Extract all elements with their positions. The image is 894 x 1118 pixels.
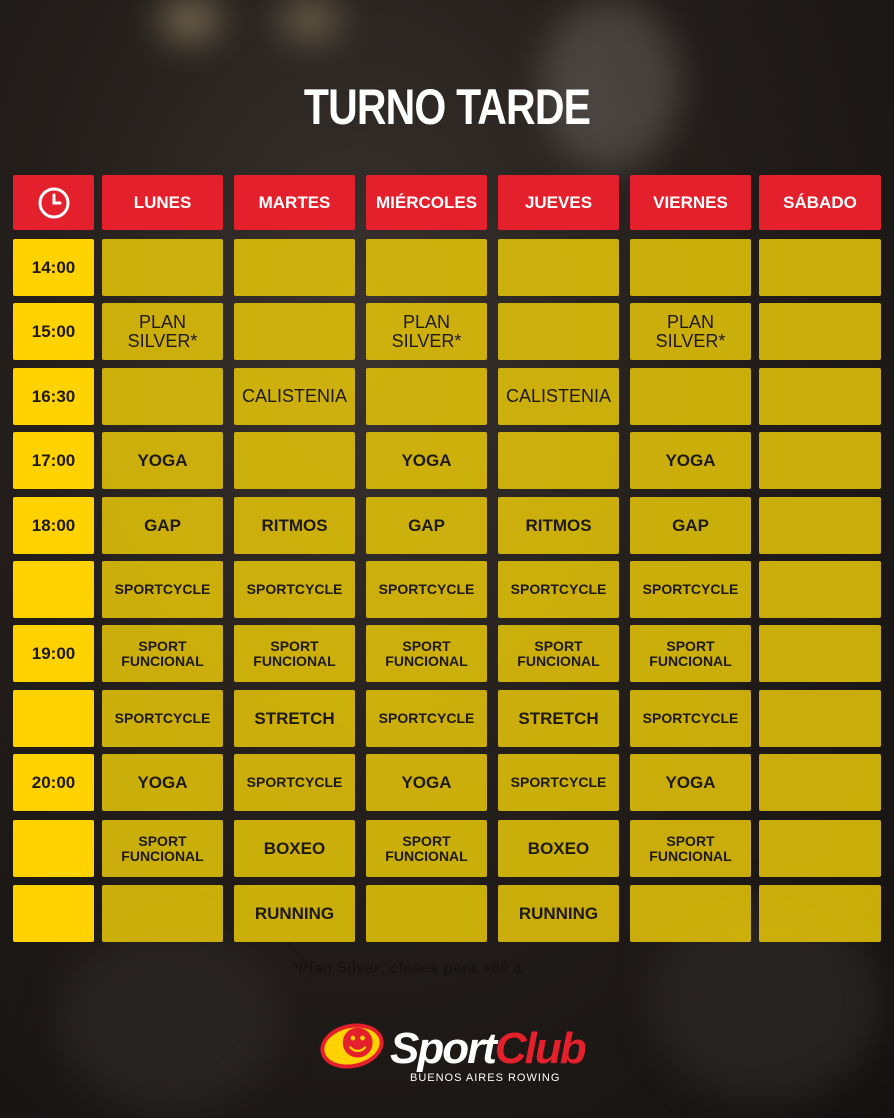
class-slot: BOXEO — [498, 820, 619, 877]
logo-wordmark: SportClub — [390, 1024, 585, 1073]
class-slot: YOGA — [630, 754, 751, 811]
class-slot: PLAN SILVER* — [630, 303, 751, 360]
class-slot — [759, 885, 881, 942]
day-header: LUNES — [102, 175, 223, 230]
class-slot: SPORT FUNCIONAL — [630, 820, 751, 877]
time-cell: 20:00 — [13, 754, 94, 811]
day-header: MARTES — [234, 175, 355, 230]
class-slot: PLAN SILVER* — [102, 303, 223, 360]
time-cell — [13, 690, 94, 747]
class-slot — [102, 885, 223, 942]
class-slot: CALISTENIA — [234, 368, 355, 425]
class-slot: SPORTCYCLE — [102, 561, 223, 618]
class-slot: SPORTCYCLE — [366, 561, 487, 618]
clock-icon — [37, 186, 71, 220]
class-slot: CALISTENIA — [498, 368, 619, 425]
class-slot — [759, 368, 881, 425]
class-slot: GAP — [102, 497, 223, 554]
time-cell — [13, 885, 94, 942]
day-header: JUEVES — [498, 175, 619, 230]
class-slot — [759, 432, 881, 489]
class-slot — [759, 561, 881, 618]
class-slot: YOGA — [366, 754, 487, 811]
class-slot — [366, 239, 487, 296]
class-slot: RITMOS — [234, 497, 355, 554]
class-slot: RUNNING — [234, 885, 355, 942]
class-slot: SPORT FUNCIONAL — [498, 625, 619, 682]
class-slot: SPORTCYCLE — [630, 690, 751, 747]
footnote: *Plan Silver: clases para +60 a — [292, 960, 522, 977]
background-dumbbell-left — [60, 930, 280, 1110]
class-slot: YOGA — [366, 432, 487, 489]
class-slot: SPORT FUNCIONAL — [234, 625, 355, 682]
sportclub-logo — [318, 1020, 585, 1090]
class-slot — [630, 368, 751, 425]
day-header: MIÉRCOLES — [366, 175, 487, 230]
time-cell — [13, 820, 94, 877]
class-slot: SPORTCYCLE — [366, 690, 487, 747]
class-slot: SPORT FUNCIONAL — [102, 625, 223, 682]
class-slot: SPORTCYCLE — [234, 561, 355, 618]
class-slot — [759, 820, 881, 877]
time-cell — [13, 561, 94, 618]
class-slot: SPORT FUNCIONAL — [102, 820, 223, 877]
class-slot — [630, 239, 751, 296]
class-slot — [759, 303, 881, 360]
class-slot: RUNNING — [498, 885, 619, 942]
class-slot: SPORT FUNCIONAL — [630, 625, 751, 682]
time-cell: 19:00 — [13, 625, 94, 682]
time-cell: 14:00 — [13, 239, 94, 296]
class-slot: BOXEO — [234, 820, 355, 877]
class-slot: SPORT FUNCIONAL — [366, 820, 487, 877]
class-slot: SPORTCYCLE — [498, 754, 619, 811]
class-slot: RITMOS — [498, 497, 619, 554]
class-slot — [759, 625, 881, 682]
class-slot — [630, 885, 751, 942]
class-slot — [102, 368, 223, 425]
class-slot: SPORTCYCLE — [498, 561, 619, 618]
background-light — [280, 0, 340, 40]
time-cell: 17:00 — [13, 432, 94, 489]
time-cell: 15:00 — [13, 303, 94, 360]
clock-header-cell — [13, 175, 94, 230]
class-slot — [498, 303, 619, 360]
class-slot — [759, 754, 881, 811]
class-slot: GAP — [366, 497, 487, 554]
time-cell: 18:00 — [13, 497, 94, 554]
class-slot — [102, 239, 223, 296]
class-slot — [234, 432, 355, 489]
logo-subtitle: BUENOS AIRES ROWING — [410, 1072, 561, 1084]
class-slot: PLAN SILVER* — [366, 303, 487, 360]
class-slot — [234, 239, 355, 296]
day-header: VIERNES — [630, 175, 751, 230]
runner-icon: ☻ — [340, 1024, 376, 1064]
time-cell: 16:30 — [13, 368, 94, 425]
class-slot: SPORTCYCLE — [234, 754, 355, 811]
class-slot: YOGA — [102, 432, 223, 489]
class-slot: SPORTCYCLE — [102, 690, 223, 747]
class-slot — [234, 303, 355, 360]
class-slot — [759, 239, 881, 296]
class-slot — [498, 432, 619, 489]
class-slot: GAP — [630, 497, 751, 554]
class-slot — [366, 368, 487, 425]
class-slot — [498, 239, 619, 296]
class-slot: YOGA — [630, 432, 751, 489]
page-title: TURNO TARDE — [303, 79, 591, 135]
background-light — [160, 0, 220, 40]
class-slot: SPORTCYCLE — [630, 561, 751, 618]
class-slot — [366, 885, 487, 942]
class-slot — [759, 690, 881, 747]
class-slot — [759, 497, 881, 554]
class-slot: YOGA — [102, 754, 223, 811]
day-header: SÁBADO — [759, 175, 881, 230]
class-slot: STRETCH — [234, 690, 355, 747]
class-slot: STRETCH — [498, 690, 619, 747]
class-slot: SPORT FUNCIONAL — [366, 625, 487, 682]
